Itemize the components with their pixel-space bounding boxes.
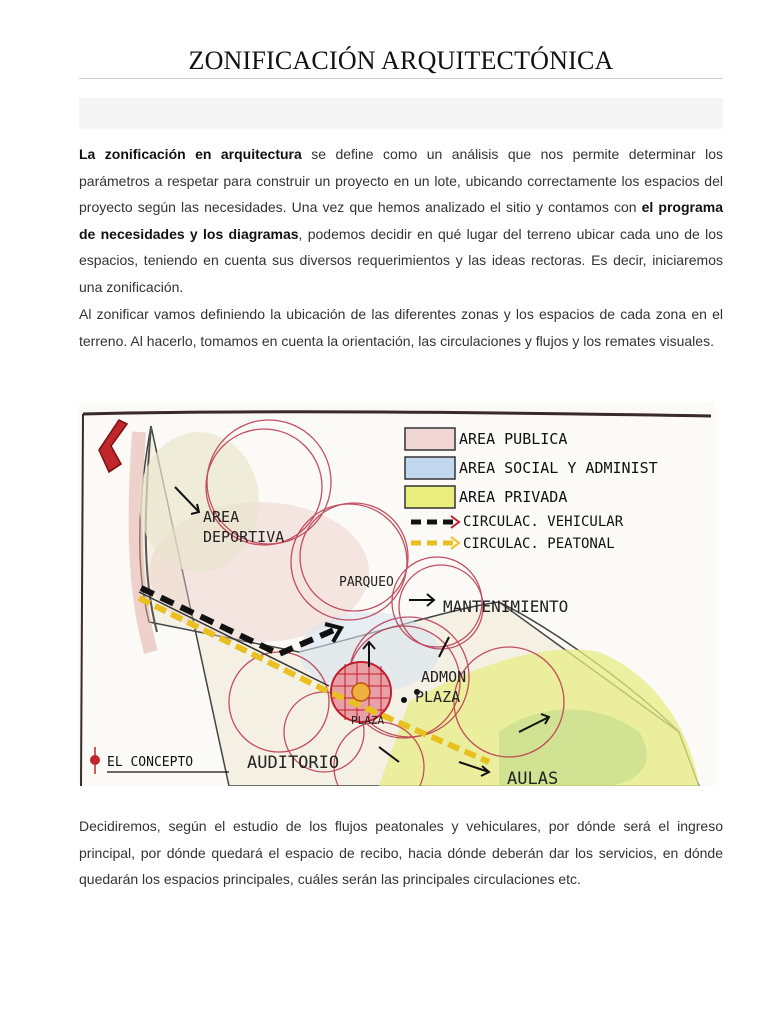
legend-label-publica: AREA PUBLICA [459, 430, 568, 448]
intro-bold-program: el programa de necesidades y los diagramas [79, 199, 723, 242]
label-deportiva: DEPORTIVA [203, 528, 285, 546]
label-concepto: EL CONCEPTO [107, 755, 194, 770]
title-divider [79, 78, 723, 79]
label-admon: ADMON [421, 668, 467, 686]
zoning-paragraph: Al zonificar vamos definiendo la ubicación de las diferentes zonas y los espacios de cada zona en el terreno. Al hacerlo, tomamos en cuenta la orientación, las circulaciones y flujos y los remates visuales. [79, 306, 723, 349]
legend-swatch-privada [405, 486, 455, 508]
zoning-sketch-image [79, 402, 715, 786]
label-mantenimiento: MANTENIMIENTO [443, 597, 569, 616]
legend [405, 428, 658, 552]
north-arrow-icon [99, 420, 127, 472]
intro-paragraph [79, 141, 723, 301]
closing-paragraph: Decidiremos, según el estudio de los flujos peatonales y vehiculares, por dónde será el ingreso principal, por dónde quedará el espacio de recibo, hacia dónde deberán dar los servicios, en dónde quedarán los espacios principales, cuáles serán las principales circulaciones etc. [79, 818, 723, 888]
legend-swatch-publica [405, 428, 455, 450]
label-plaza-small: PLAZA [351, 714, 385, 727]
intro-text-1: se define como un análisis que nos permite determinar los parámetros a respetar para construir un proyecto en un lote, ubicando correctamente los espacios del proyecto según las necesidades. Una vez que hemos analizado el sitio y contamos con [79, 146, 724, 216]
legend-label-privada: AREA PRIVADA [459, 488, 568, 506]
label-area: AREA [203, 508, 240, 526]
intro-text-2: , podemos decidir en qué lugar del terreno ubicar cada uno de los espacios, teniendo en cuenta sus diversos requerimientos y las ideas rectoras. Es decir, iniciaremos una zonificación. [79, 225, 723, 295]
intro-bold-term: La zonificación en arquitectura [79, 146, 302, 162]
label-auditorio: AUDITORIO [247, 753, 340, 773]
grey-banner [79, 98, 723, 129]
page-title: ZONIFICACIÓN ARQUITECTÓNICA [188, 46, 614, 75]
label-plaza: PLAZA [415, 688, 461, 706]
legend-swatch-social [405, 457, 455, 479]
label-aulas: AULAS [507, 769, 559, 786]
legend-label-vehicular: CIRCULAC. VEHICULAR [463, 514, 624, 530]
legend-label-social: AREA SOCIAL Y ADMINIST [459, 459, 658, 477]
legend-label-peatonal: CIRCULAC. PEATONAL [463, 536, 615, 552]
label-parqueo: PARQUEO [339, 575, 394, 590]
